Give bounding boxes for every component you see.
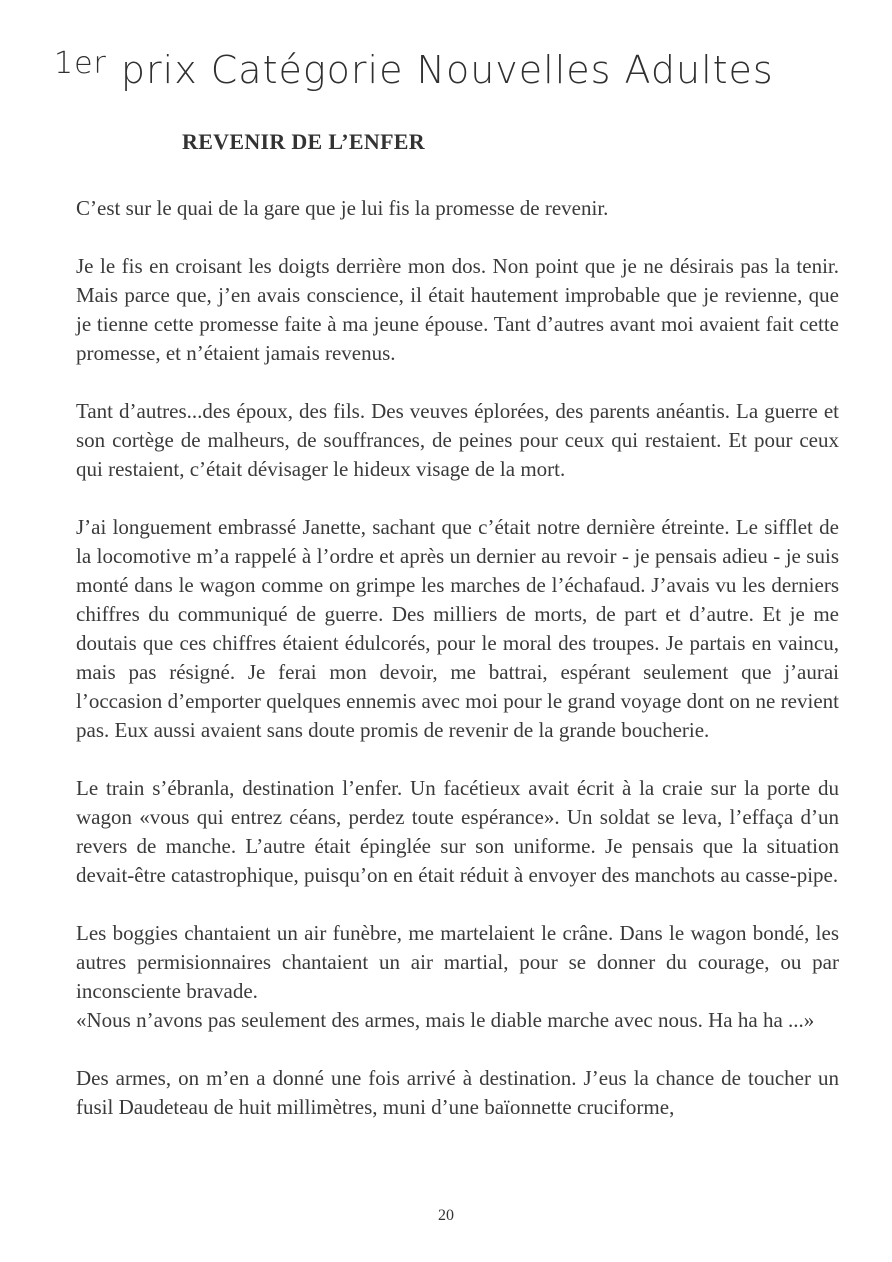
page-number: 20 [438, 1207, 454, 1224]
paragraph-4: J’ai longuement embrassé Janette, sachant que c’était notre dernière étreinte. Le sifflet de la locomotive m’a rappelé à l’ordre et après un dernier au revoir - je pensais adieu - je suis monté dans le wagon comme on grimpe les marches de l’échafaud. J’avais vu les derniers chiffres du communiqué de guerre. Des milliers de morts, de part et d’autre. Et je me doutais que ces chiffres étaient édulcorés, pour le moral des troupes. Je partais en vaincu, mais pas résigné. Je ferai mon devoir, me battrai, espérant seulement que j’aurai l’occasion d’emporter quelques ennemis avec moi pour le grand voyage dont on ne revient pas. Eux aussi avaient sans doute promis de revenir de la grande boucherie. [76, 515, 839, 742]
paragraph-1: C’est sur le quai de la gare que je lui fis la promesse de revenir. [76, 196, 609, 220]
story-body [76, 194, 839, 1122]
award-banner [54, 48, 774, 92]
paragraph-5: Le train s’ébranla, destination l’enfer. Un facétieux avait écrit à la craie sur la porte du wagon «vous qui entrez céans, perdez toute espérance». Un soldat se leva, l’effaça d’un revers de manche. L’autre était épinglée sur son uniforme. Je pensais que la situation devait-être catastrophique, puisqu’on en était réduit à envoyer des manchots au casse-pipe. [76, 776, 839, 887]
paragraph-7-quote: «Nous n’avons pas seulement des armes, mais le diable marche avec nous. Ha ha ha ...» [76, 1008, 815, 1032]
paragraph-2: Je le fis en croisant les doigts derrière mon dos. Non point que je ne désirais pas la tenir. Mais parce que, j’en avais conscience, il était hautement improbable que je revienne, que je tienne cette promesse faite à ma jeune épouse. Tant d’autres avant moi avaient fait cette promesse, et n’étaient jamais revenus. [76, 254, 839, 365]
paragraph-6: Les boggies chantaient un air funèbre, me martelaient le crâne. Dans le wagon bondé, les autres permisionnaires chantaient un air martial, pour se donner du courage, ou par inconsciente bravade. [76, 921, 839, 1003]
award-label: prix Catégorie Nouvelles Adultes [120, 48, 774, 92]
paragraph-8: Des armes, on m’en a donné une fois arrivé à destination. J’eus la chance de toucher un fusil Daudeteau de huit millimètres, muni d’une baïonnette cruciforme, [76, 1066, 839, 1119]
story-title: REVENIR DE L’ENFER [182, 129, 425, 154]
award-ordinal: 1er [54, 46, 107, 81]
paragraph-3: Tant d’autres...des époux, des fils. Des veuves éplorées, des parents anéantis. La guerre et son cortège de malheurs, de souffrances, de peines pour ceux qui restaient. Et pour ceux qui restaient, c’était dévisager le hideux visage de la mort. [76, 399, 839, 481]
